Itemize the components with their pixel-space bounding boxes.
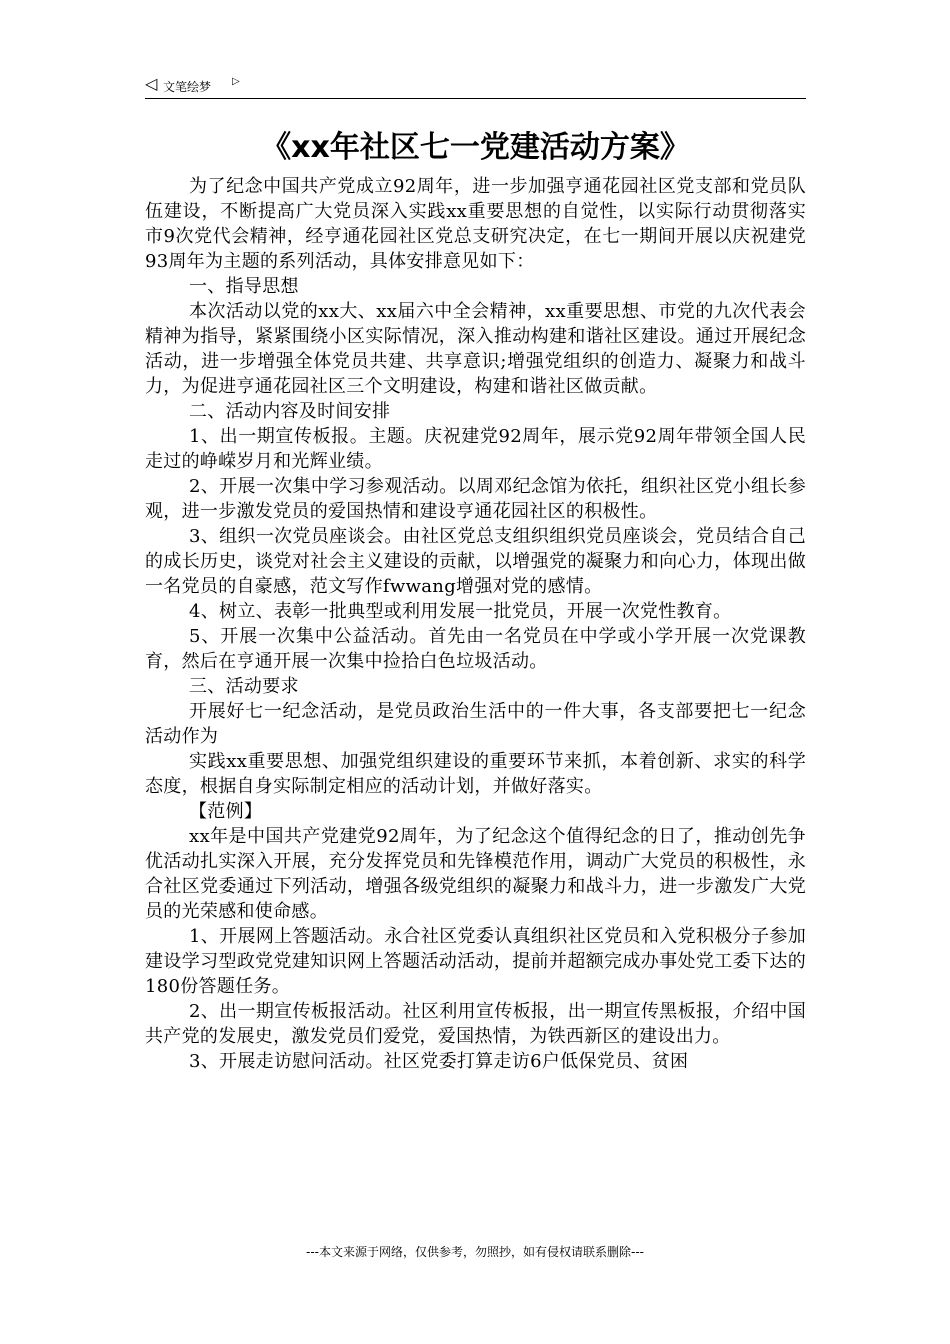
paragraph: 本次活动以党的xx大、xx届六中全会精神，xx重要思想、市党的九次代表会精神为指导，紧紧围绕小区实际情况，深入推动构建和谐社区建设。通过开展纪念活动，进一步增强全体党员共建、共享意识;增强党组织的创造力、凝聚力和战斗力，为促进亨通花园社区三个文明建设，构建和谐社区做贡献。 [145,301,806,397]
section-heading: 一、指导思想 [189,276,299,297]
paragraph: 为了纪念中国共产党成立92周年，进一步加强亨通花园社区党支部和党员队伍建设，不断提高广大党员深入实践xx重要思想的自觉性，以实际行动贯彻落实市9次党代会精神，经亨通花园社区党总支研究决定，在七一期间开展以庆祝建党93周年为主题的系列活动，具体安排意见如下： [145,176,806,272]
triangle-right-icon: ▷ [232,76,240,87]
section-heading: 【范例】 [189,801,263,822]
paragraph: xx年是中国共产党建党92周年，为了纪念这个值得纪念的日了，推动创先争优活动扎实深入开展，充分发挥党员和先锋模范作用，调动广大党员的积极性，永合社区党委通过下列活动，增强各级党组织的凝聚力和战斗力，进一步激发广大党员的光荣感和使命感。 [145,826,806,922]
paragraph: 2、出一期宣传板报活动。社区利用宣传板报，出一期宣传黑板报，介绍中国共产党的发展史，激发党员们爱党，爱国热情，为铁西新区的建设出力。 [145,1001,806,1047]
section-heading: 二、活动内容及时间安排 [189,401,391,422]
header-brand: 文笔绘梦 [163,80,212,94]
paragraph: 3、组织一次党员座谈会。由社区党总支组织组织党员座谈会，党员结合自己的成长历史，谈党对社会主义建设的贡献，以增强党的凝聚力和向心力，体现出做一名党员的自豪感，范文写作fwwang增强对党的感情。 [145,526,806,597]
paragraph: 3、开展走访慰问活动。社区党委打算走访6户低保党员、贫困 [189,1051,689,1072]
document-body [145,174,806,1074]
paragraph: 4、树立、表彰一批典型或利用发展一批党员，开展一次党性教育。 [189,601,732,622]
paragraph: 1、开展网上答题活动。永合社区党委认真组织社区党员和入党积极分子参加建设学习型政党党建知识网上答题活动活动，提前并超额完成办事处党工委下达的180份答题任务。 [145,926,806,997]
paragraph: 实践xx重要思想、加强党组织建设的重要环节来抓，本着创新、求实的科学态度，根据自身实际制定相应的活动计划，并做好落实。 [145,751,806,797]
paragraph: 5、开展一次集中公益活动。首先由一名党员在中学或小学开展一次党课教育，然后在亨通开展一次集中捡拾白色垃圾活动。 [145,626,806,672]
paragraph: 开展好七一纪念活动，是党员政治生活中的一件大事，各支部要把七一纪念活动作为 [145,701,806,747]
page-footer: ---本文来源于网络，仅供参考，勿照抄，如有侵权请联系删除--- [306,1245,644,1259]
page-header [145,74,806,99]
triangle-left-icon: ◁ [145,74,158,93]
paragraph: 1、出一期宣传板报。主题。庆祝建党92周年，展示党92周年带领全国人民走过的峥嵘岁月和光辉业绩。 [145,426,806,472]
paragraph: 2、开展一次集中学习参观活动。以周邓纪念馆为依托，组织社区党小组长参观，进一步激发党员的爱国热情和建设亨通花园社区的积极性。 [145,476,806,522]
document-title: 《xx年社区七一党建活动方案》 [261,130,690,165]
section-heading: 三、活动要求 [189,676,299,697]
